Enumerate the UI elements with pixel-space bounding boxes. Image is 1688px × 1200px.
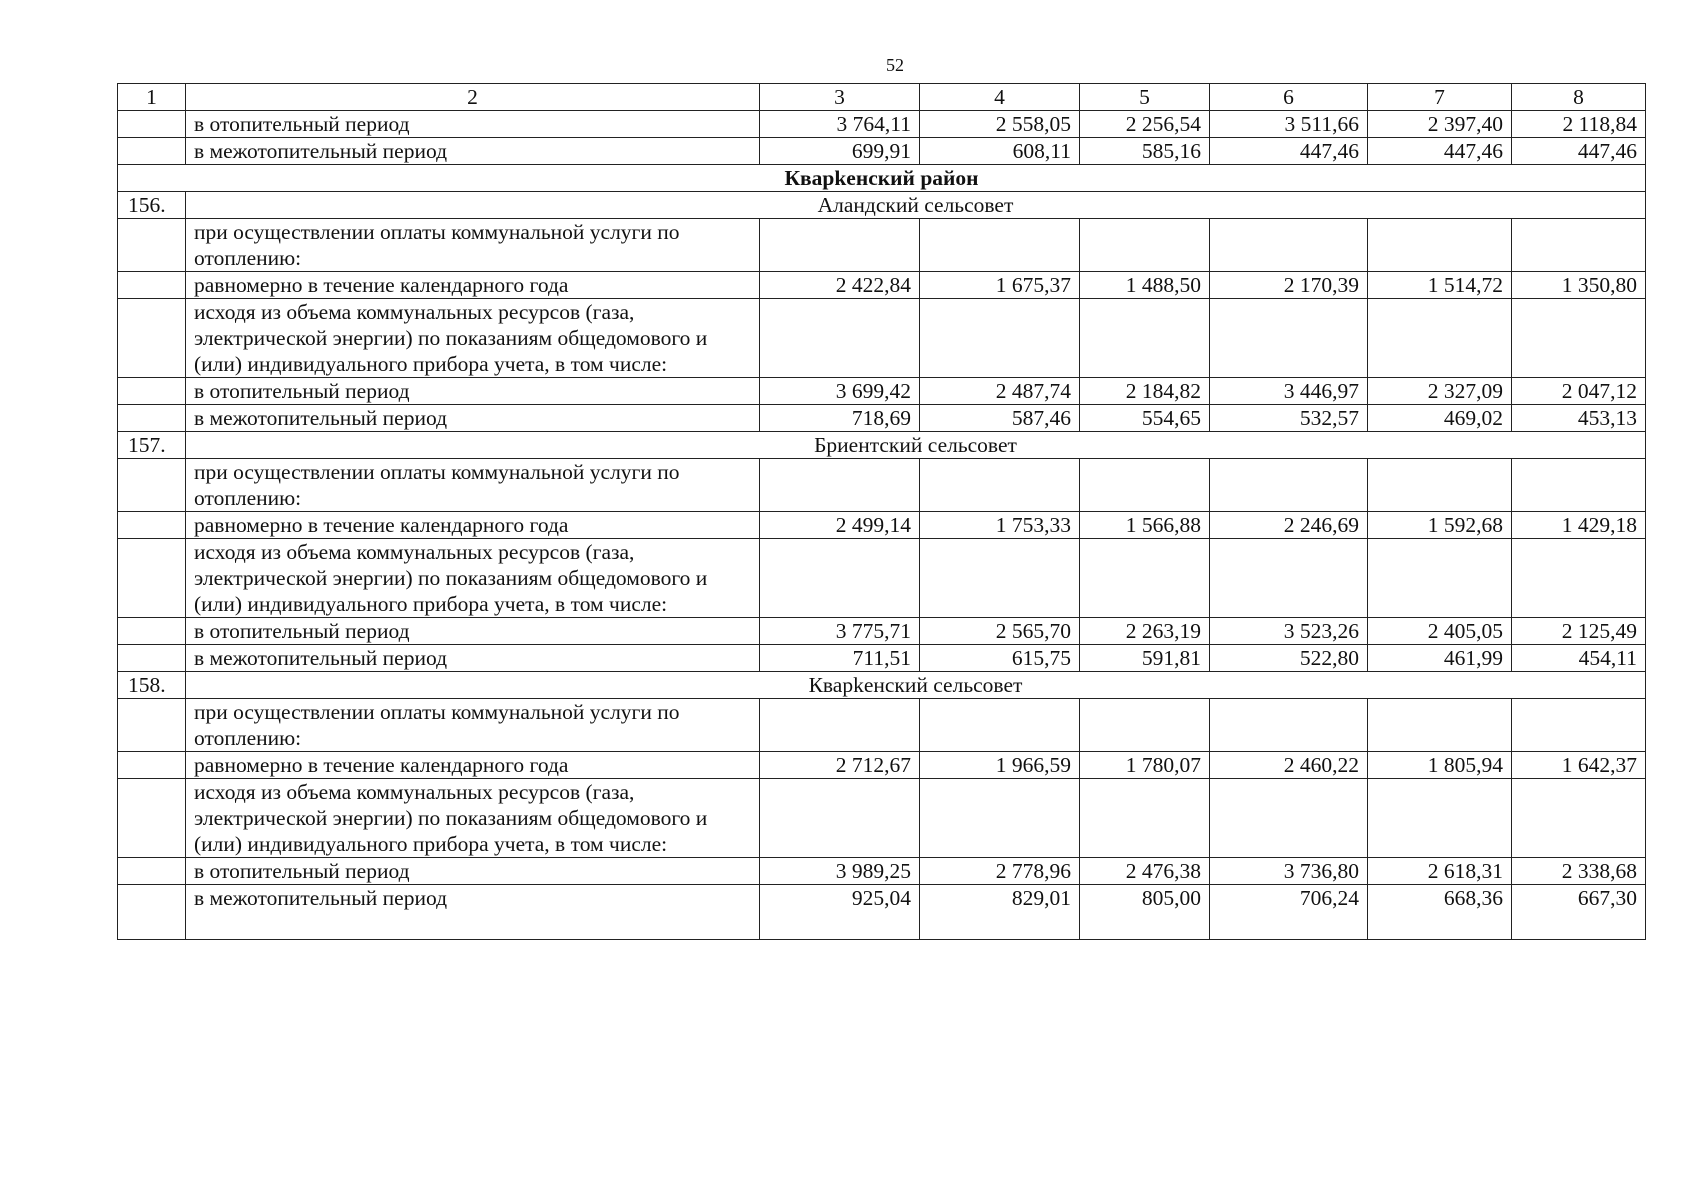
- value-cell: 2 618,31: [1368, 858, 1512, 885]
- row-label: исходя из объема коммунальных ресурсов (газа, электрической энергии) по показаниям общедомового и (или) индивидуального прибора учета, в том числе:: [186, 299, 760, 378]
- region-title: Кварkенский район: [118, 165, 1646, 192]
- value-cell: 1 805,94: [1368, 752, 1512, 779]
- row-label: в межотопительный период: [186, 885, 760, 940]
- value-cell: 2 118,84: [1512, 111, 1646, 138]
- value-cell: [1210, 779, 1368, 858]
- value-cell: 718,69: [760, 405, 920, 432]
- value-cell: 2 170,39: [1210, 272, 1368, 299]
- value-cell: [920, 779, 1080, 858]
- value-cell: 3 699,42: [760, 378, 920, 405]
- table-header-row: [118, 84, 1646, 111]
- table-row: [118, 779, 1646, 858]
- tariff-table: [117, 83, 1646, 940]
- row-label: исходя из объема коммунальных ресурсов (газа, электрической энергии) по показаниям общедомового и (или) индивидуального прибора учета, в том числе:: [186, 539, 760, 618]
- value-cell: 2 397,40: [1368, 111, 1512, 138]
- value-cell: [920, 699, 1080, 752]
- value-cell: [1512, 699, 1646, 752]
- value-cell: 2 778,96: [920, 858, 1080, 885]
- value-cell: 805,00: [1080, 885, 1210, 940]
- settlement-index: 156.: [118, 192, 186, 219]
- value-cell: 447,46: [1210, 138, 1368, 165]
- table-row: [118, 539, 1646, 618]
- row-label: в межотопительный период: [186, 138, 760, 165]
- value-cell: [920, 299, 1080, 378]
- table-row: [118, 405, 1646, 432]
- value-cell: 453,13: [1512, 405, 1646, 432]
- value-cell: [760, 459, 920, 512]
- value-cell: 1 753,33: [920, 512, 1080, 539]
- value-cell: 706,24: [1210, 885, 1368, 940]
- row-label: исходя из объема коммунальных ресурсов (газа, электрической энергии) по показаниям общедомового и (или) индивидуального прибора учета, в том числе:: [186, 779, 760, 858]
- table-row: [118, 512, 1646, 539]
- value-cell: 2 246,69: [1210, 512, 1368, 539]
- value-cell: [760, 299, 920, 378]
- value-cell: 925,04: [760, 885, 920, 940]
- settlement-index: 158.: [118, 672, 186, 699]
- value-cell: [1368, 699, 1512, 752]
- value-cell: 1 780,07: [1080, 752, 1210, 779]
- value-cell: 3 775,71: [760, 618, 920, 645]
- value-cell: [760, 219, 920, 272]
- table-row: [118, 272, 1646, 299]
- value-cell: 454,11: [1512, 645, 1646, 672]
- column-header: 3: [760, 84, 920, 111]
- row-index-cell: [118, 752, 186, 779]
- column-header: 1: [118, 84, 186, 111]
- value-cell: 522,80: [1210, 645, 1368, 672]
- row-label: при осуществлении оплаты коммунальной услуги по отоплению:: [186, 219, 760, 272]
- value-cell: 1 350,80: [1512, 272, 1646, 299]
- value-cell: 2 487,74: [920, 378, 1080, 405]
- row-label: при осуществлении оплаты коммунальной услуги по отоплению:: [186, 699, 760, 752]
- row-label: в отопительный период: [186, 618, 760, 645]
- value-cell: 591,81: [1080, 645, 1210, 672]
- table-row: [118, 645, 1646, 672]
- settlement-row: [118, 672, 1646, 699]
- value-cell: [1210, 459, 1368, 512]
- value-cell: 699,91: [760, 138, 920, 165]
- value-cell: [1368, 299, 1512, 378]
- value-cell: 2 405,05: [1368, 618, 1512, 645]
- table-row: [118, 459, 1646, 512]
- column-header: 8: [1512, 84, 1646, 111]
- row-label: при осуществлении оплаты коммунальной услуги по отоплению:: [186, 459, 760, 512]
- row-index-cell: [118, 272, 186, 299]
- row-index-cell: [118, 219, 186, 272]
- row-label: в отопительный период: [186, 378, 760, 405]
- row-index-cell: [118, 699, 186, 752]
- value-cell: [1080, 779, 1210, 858]
- value-cell: 1 675,37: [920, 272, 1080, 299]
- settlement-name: Кварkенский сельсовет: [186, 672, 1646, 699]
- value-cell: [1512, 459, 1646, 512]
- value-cell: 2 125,49: [1512, 618, 1646, 645]
- row-label: равномерно в течение календарного года: [186, 752, 760, 779]
- value-cell: [1210, 539, 1368, 618]
- row-label: равномерно в течение календарного года: [186, 272, 760, 299]
- settlement-name: Аландский сельсовет: [186, 192, 1646, 219]
- value-cell: 447,46: [1512, 138, 1646, 165]
- value-cell: 447,46: [1368, 138, 1512, 165]
- value-cell: 2 460,22: [1210, 752, 1368, 779]
- row-index-cell: [118, 459, 186, 512]
- table-row: [118, 699, 1646, 752]
- value-cell: [1368, 779, 1512, 858]
- table-row: [118, 858, 1646, 885]
- value-cell: 1 566,88: [1080, 512, 1210, 539]
- value-cell: [1080, 299, 1210, 378]
- value-cell: 2 327,09: [1368, 378, 1512, 405]
- value-cell: 2 558,05: [920, 111, 1080, 138]
- row-label: равномерно в течение календарного года: [186, 512, 760, 539]
- value-cell: [1080, 459, 1210, 512]
- value-cell: [1080, 219, 1210, 272]
- value-cell: 667,30: [1512, 885, 1646, 940]
- column-header: 7: [1368, 84, 1512, 111]
- row-index-cell: [118, 885, 186, 940]
- value-cell: 2 338,68: [1512, 858, 1646, 885]
- value-cell: [1210, 699, 1368, 752]
- value-cell: 668,36: [1368, 885, 1512, 940]
- table-row: [118, 138, 1646, 165]
- row-index-cell: [118, 645, 186, 672]
- row-index-cell: [118, 405, 186, 432]
- value-cell: 554,65: [1080, 405, 1210, 432]
- row-label: в отопительный период: [186, 858, 760, 885]
- value-cell: [760, 699, 920, 752]
- value-cell: [760, 539, 920, 618]
- value-cell: 1 592,68: [1368, 512, 1512, 539]
- settlement-row: [118, 432, 1646, 459]
- table-row: [118, 752, 1646, 779]
- value-cell: [1368, 459, 1512, 512]
- value-cell: [1080, 539, 1210, 618]
- value-cell: 2 047,12: [1512, 378, 1646, 405]
- value-cell: [920, 459, 1080, 512]
- column-header: 2: [186, 84, 760, 111]
- value-cell: [1368, 539, 1512, 618]
- value-cell: 615,75: [920, 645, 1080, 672]
- value-cell: 1 514,72: [1368, 272, 1512, 299]
- value-cell: 2 499,14: [760, 512, 920, 539]
- region-row: [118, 165, 1646, 192]
- value-cell: 2 712,67: [760, 752, 920, 779]
- value-cell: 2 256,54: [1080, 111, 1210, 138]
- value-cell: 3 523,26: [1210, 618, 1368, 645]
- column-header: 5: [1080, 84, 1210, 111]
- value-cell: [1368, 219, 1512, 272]
- settlement-name: Бриентский сельсовет: [186, 432, 1646, 459]
- table-row: [118, 219, 1646, 272]
- settlement-index: 157.: [118, 432, 186, 459]
- row-index-cell: [118, 618, 186, 645]
- value-cell: 2 263,19: [1080, 618, 1210, 645]
- value-cell: 587,46: [920, 405, 1080, 432]
- table-row: [118, 299, 1646, 378]
- value-cell: 3 989,25: [760, 858, 920, 885]
- row-index-cell: [118, 378, 186, 405]
- row-index-cell: [118, 779, 186, 858]
- value-cell: 469,02: [1368, 405, 1512, 432]
- value-cell: 532,57: [1210, 405, 1368, 432]
- value-cell: 2 422,84: [760, 272, 920, 299]
- value-cell: 1 642,37: [1512, 752, 1646, 779]
- value-cell: [920, 539, 1080, 618]
- row-index-cell: [118, 512, 186, 539]
- value-cell: 2 476,38: [1080, 858, 1210, 885]
- row-label: в межотопительный период: [186, 405, 760, 432]
- value-cell: 608,11: [920, 138, 1080, 165]
- value-cell: 3 736,80: [1210, 858, 1368, 885]
- table-row: [118, 111, 1646, 138]
- value-cell: 3 511,66: [1210, 111, 1368, 138]
- value-cell: [1512, 219, 1646, 272]
- value-cell: [1512, 299, 1646, 378]
- table-row: [118, 885, 1646, 940]
- value-cell: 461,99: [1368, 645, 1512, 672]
- column-header: 4: [920, 84, 1080, 111]
- value-cell: 2 565,70: [920, 618, 1080, 645]
- value-cell: [1210, 299, 1368, 378]
- page-number: 52: [886, 55, 904, 75]
- settlement-row: [118, 192, 1646, 219]
- value-cell: [920, 219, 1080, 272]
- value-cell: 3 764,11: [760, 111, 920, 138]
- value-cell: [1512, 779, 1646, 858]
- row-label: в межотопительный период: [186, 645, 760, 672]
- value-cell: 3 446,97: [1210, 378, 1368, 405]
- value-cell: [1512, 539, 1646, 618]
- value-cell: [1210, 219, 1368, 272]
- table-row: [118, 618, 1646, 645]
- value-cell: 2 184,82: [1080, 378, 1210, 405]
- value-cell: [1080, 699, 1210, 752]
- row-index-cell: [118, 138, 186, 165]
- value-cell: 1 429,18: [1512, 512, 1646, 539]
- value-cell: 585,16: [1080, 138, 1210, 165]
- value-cell: 711,51: [760, 645, 920, 672]
- row-index-cell: [118, 299, 186, 378]
- row-index-cell: [118, 111, 186, 138]
- value-cell: 829,01: [920, 885, 1080, 940]
- value-cell: [760, 779, 920, 858]
- value-cell: 1 966,59: [920, 752, 1080, 779]
- row-label: в отопительный период: [186, 111, 760, 138]
- row-index-cell: [118, 858, 186, 885]
- table-row: [118, 378, 1646, 405]
- column-header: 6: [1210, 84, 1368, 111]
- value-cell: 1 488,50: [1080, 272, 1210, 299]
- row-index-cell: [118, 539, 186, 618]
